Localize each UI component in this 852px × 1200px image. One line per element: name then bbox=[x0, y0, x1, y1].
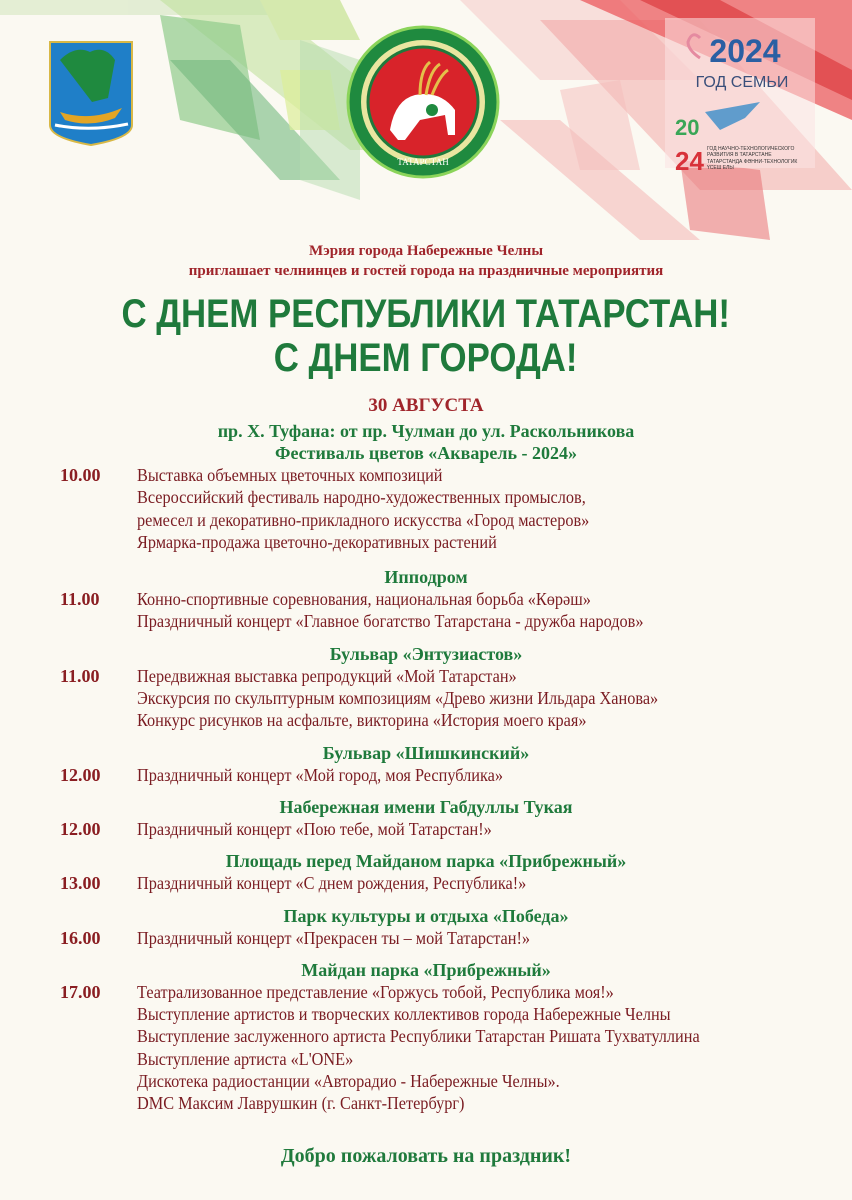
event-item: Театрализованное представление «Горжусь тобой, Республика моя!» bbox=[137, 981, 614, 1002]
svg-text:ТАТАРСТАН: ТАТАРСТАН bbox=[397, 157, 449, 167]
schedule-entry bbox=[0, 872, 852, 894]
event-item: ремесел и декоративно-прикладного искусства «Город мастеров» bbox=[137, 509, 590, 530]
svg-text:2024: 2024 bbox=[709, 33, 781, 69]
event-time: 13.00 bbox=[60, 873, 101, 894]
event-item: Выступление артистов и творческих коллективов города Набережные Челны bbox=[137, 1004, 671, 1025]
event-item: Ярмарка-продажа цветочно-декоративных растений bbox=[137, 531, 497, 552]
svg-text:ҮСЕШ ЕЛЫ: ҮСЕШ ЕЛЫ bbox=[707, 165, 734, 171]
venue-heading: Бульвар «Шишкинский» bbox=[322, 742, 530, 763]
svg-text:ТАТАРСТАНДА ФӘННИ-ТЕХНОЛОГИК: ТАТАРСТАНДА ФӘННИ-ТЕХНОЛОГИК bbox=[707, 159, 798, 165]
event-item: Передвижная выставка репродукций «Мой Татарстан» bbox=[137, 665, 517, 686]
event-list bbox=[137, 927, 852, 949]
header-banner bbox=[0, 0, 852, 250]
event-item: DMC Максим Лаврушкин (г. Санкт-Петербург) bbox=[137, 1093, 465, 1114]
event-list bbox=[137, 981, 852, 1115]
event-item: Всероссийский фестиваль народно-художественных промыслов, bbox=[137, 487, 586, 508]
city-coat-of-arms bbox=[50, 42, 132, 145]
venue-heading: Площадь перед Майданом парка «Прибрежный» bbox=[225, 851, 627, 872]
event-time: 16.00 bbox=[60, 927, 101, 948]
event-date: 30 АВГУСТА bbox=[368, 395, 484, 416]
svg-text:24: 24 bbox=[675, 146, 704, 176]
intro-line-1: Мэрия города Набережные Челны bbox=[308, 243, 544, 259]
schedule-entry bbox=[0, 818, 852, 840]
event-item: Конкурс рисунков на асфальте, викторина «История моего края» bbox=[137, 710, 587, 731]
event-item: Праздничный концерт «Главное богатство Татарстана - дружба народов» bbox=[137, 611, 644, 632]
event-time: 11.00 bbox=[60, 665, 100, 686]
venue-heading: Парк культуры и отдыха «Победа» bbox=[283, 905, 569, 926]
main-title-text-1: С ДНЕМ РЕСПУБЛИКИ ТАТАРСТАН! bbox=[121, 292, 731, 336]
tatarstan-emblem bbox=[348, 27, 498, 177]
schedule-entry bbox=[0, 764, 852, 786]
event-item: Праздничный концерт «Пою тебе, мой Татарстан!» bbox=[137, 818, 492, 839]
event-time: 11.00 bbox=[60, 589, 100, 610]
schedule-entry bbox=[0, 464, 852, 553]
event-item: Выставка объемных цветочных композиций bbox=[137, 465, 443, 485]
welcome-message: Добро пожаловать на праздник! bbox=[280, 1145, 572, 1167]
event-item: Конно-спортивные соревнования, национальная борьба «Көрәш» bbox=[137, 589, 591, 610]
svg-text:20: 20 bbox=[675, 115, 700, 140]
svg-text:РАЗВИТИЯ В ТАТАРСТАНЕ: РАЗВИТИЯ В ТАТАРСТАНЕ bbox=[707, 152, 772, 158]
svg-text:ГОД СЕМЬИ: ГОД СЕМЬИ bbox=[695, 74, 789, 91]
event-list bbox=[137, 764, 852, 786]
event-item: Выступление артиста «L'ONE» bbox=[137, 1048, 354, 1069]
venue-heading: Фестиваль цветов «Акварель - 2024» bbox=[274, 443, 578, 463]
venue-heading: Набережная имени Габдуллы Тукая bbox=[279, 796, 573, 817]
event-time: 12.00 bbox=[60, 764, 101, 785]
schedule-entry bbox=[0, 588, 852, 633]
event-time: 17.00 bbox=[60, 981, 101, 1002]
event-list bbox=[137, 588, 852, 633]
event-item: Экскурсия по скульптурным композициям «Древо жизни Ильдара Ханова» bbox=[137, 688, 659, 709]
event-list bbox=[137, 464, 852, 553]
svg-text:ГОД НАУЧНО-ТЕХНОЛОГИЧЕСКОГО: ГОД НАУЧНО-ТЕХНОЛОГИЧЕСКОГО bbox=[707, 146, 795, 152]
main-title-line-1 bbox=[0, 292, 852, 336]
venue-heading: Ипподром bbox=[384, 567, 468, 588]
intro-line-2: приглашает челнинцев и гостей города на праздничные мероприятия bbox=[188, 263, 664, 279]
event-item: Праздничный концерт «С днем рождения, Республика!» bbox=[137, 873, 527, 894]
venue-heading: Майдан парка «Прибрежный» bbox=[301, 959, 551, 980]
venue-heading: Бульвар «Энтузиастов» bbox=[329, 643, 523, 664]
event-item: Праздничный концерт «Мой город, моя Республика» bbox=[137, 764, 504, 785]
event-item: Дискотека радиостанции «Авторадио - Набережные Челны». bbox=[137, 1071, 560, 1092]
main-title-text-2: С ДНЕМ ГОРОДА! bbox=[274, 336, 578, 380]
event-list bbox=[137, 818, 852, 840]
event-time: 12.00 bbox=[60, 818, 101, 839]
event-address: пр. Х. Туфана: от пр. Чулман до ул. Раскольникова bbox=[217, 421, 635, 441]
event-time: 10.00 bbox=[60, 465, 101, 485]
event-item: Выступление заслуженного артиста Республики Татарстан Ришата Тухватуллина bbox=[137, 1026, 700, 1047]
event-list bbox=[137, 665, 852, 732]
schedule-entry bbox=[0, 665, 852, 732]
schedule-entry bbox=[0, 927, 852, 949]
event-item: Праздничный концерт «Прекрасен ты – мой Татарстан!» bbox=[137, 927, 531, 948]
schedule-entry bbox=[0, 981, 852, 1115]
event-list bbox=[137, 872, 852, 894]
program-schedule bbox=[0, 443, 852, 1115]
main-title-line-2 bbox=[0, 336, 852, 380]
